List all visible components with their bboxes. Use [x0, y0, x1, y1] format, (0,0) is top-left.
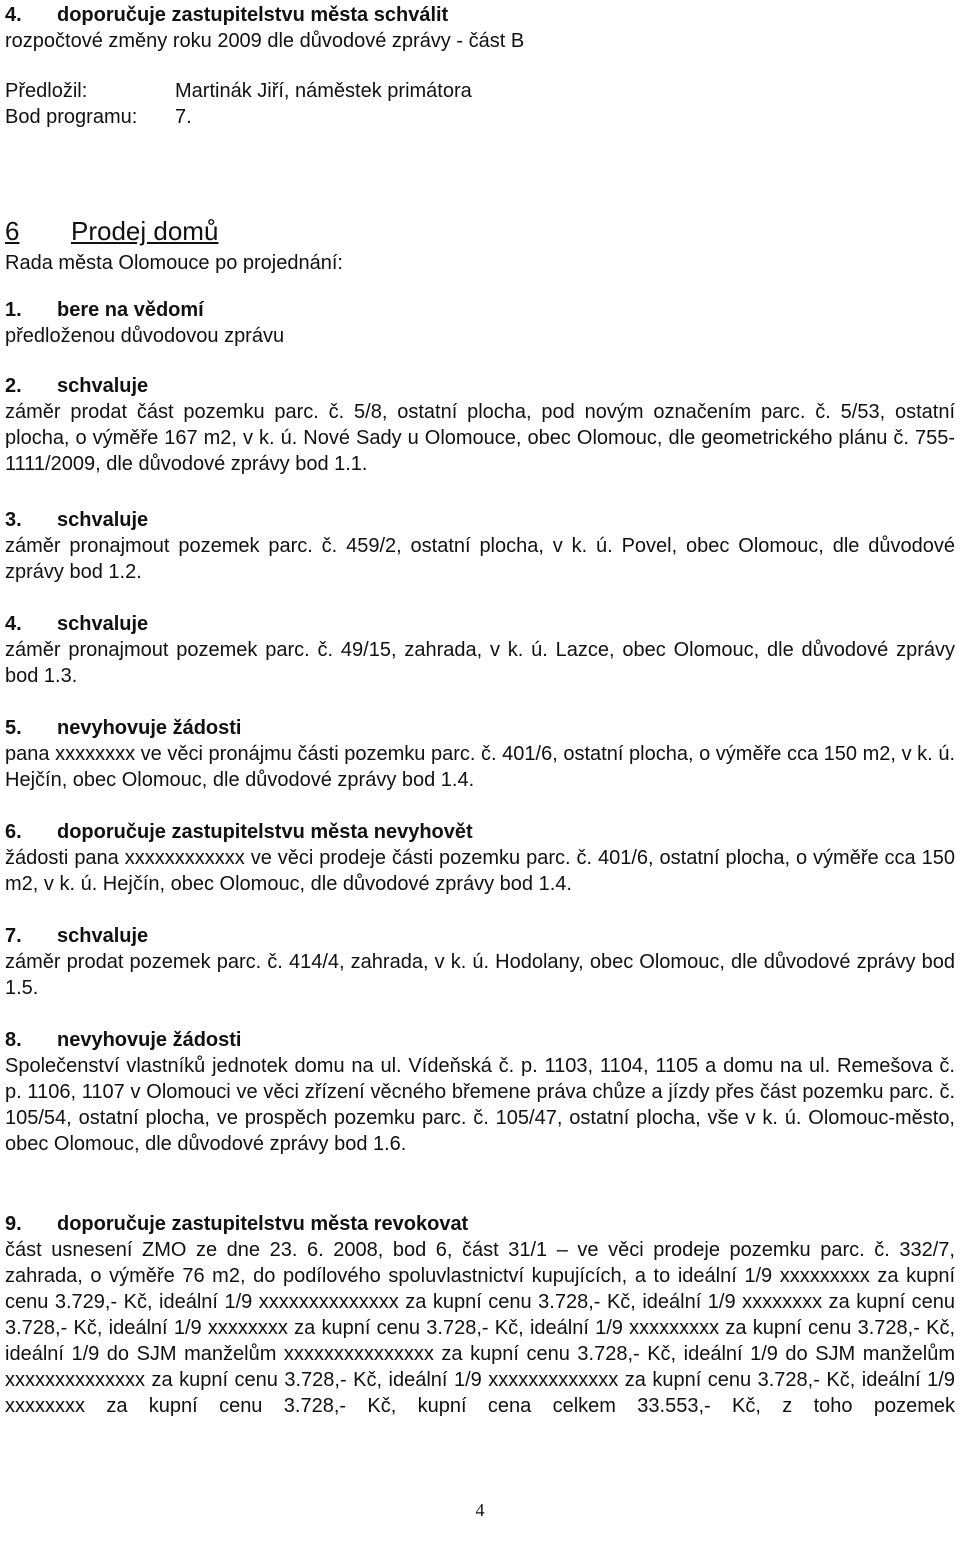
- item-number: 9.: [5, 1213, 22, 1235]
- item-verb: nevyhovuje žádosti: [57, 717, 242, 739]
- item-text: Společenství vlastníků jednotek domu na ul. Vídeňská č. p. 1103, 1104, 1105 a domu na ul. Remešova č. p. 1106, 1107 v Olomouci ve věci zřízení věcného břemene práva chůze a jízdy přes část pozemku parc. č. 105/54, ostatní plocha, ve prospěch pozemku parc. č. 105/47, ostatní plocha, vše v k. ú. Olomouc-město, obec Olomouc, dle důvodové zprávy bod 1.6.: [5, 1055, 955, 1155]
- item-verb: bere na vědomí: [57, 299, 204, 321]
- item-number: 5.: [5, 717, 22, 739]
- section-heading: Prodej domů: [71, 216, 219, 246]
- list-item: [5, 1211, 955, 1419]
- item-heading: [5, 715, 955, 741]
- list-item: [5, 715, 955, 793]
- item-text: záměr pronajmout pozemek parc. č. 49/15, zahrada, v k. ú. Lazce, obec Olomouc, dle důvodové zprávy bod 1.3.: [5, 639, 955, 687]
- item-number: 4.: [5, 613, 22, 635]
- item-text: záměr prodat pozemek parc. č. 414/4, zahrada, v k. ú. Hodolany, obec Olomouc, dle důvodové zprávy bod 1.5.: [5, 951, 955, 999]
- list-item: [5, 507, 955, 585]
- item-number: 1.: [5, 299, 22, 321]
- list-item: [5, 923, 955, 1001]
- list-item: [5, 611, 955, 689]
- header-title: doporučuje zastupitelstvu města schválit: [57, 4, 449, 26]
- item-heading: [5, 1027, 955, 1053]
- item-text: záměr prodat část pozemku parc. č. 5/8, ostatní plocha, pod novým označením parc. č. 5/53, ostatní plocha, o výměře 167 m2, v k. ú. Nové Sady u Olomouce, obec Olomouc, dle geometrického plánu č. 755-1111/2009, dle důvodové zprávy bod 1.1.: [5, 401, 955, 475]
- list-item: [5, 1027, 955, 1157]
- item-text: předloženou důvodovou zprávu: [5, 325, 285, 347]
- item-text: část usnesení ZMO ze dne 23. 6. 2008, bod 6, část 31/1 – ve věci prodeje pozemku parc. č. 332/7, zahrada, o výměře 76 m2, do podílového spoluvlastnictví kupujících, a to ideální 1/9 xxxxxxxxx za kupní cenu 3.729,- Kč, ideální 1/9 xxxxxxxxxxxxxx za kupní cenu 3.728,- Kč, ideální 1/9 xxxxxxxx za kupní cenu 3.728,- Kč, ideální 1/9 xxxxxxxx za kupní cenu 3.728,- Kč, ideální 1/9 xxxxxxxxx za kupní cenu 3.728,- Kč, ideální 1/9 do SJM manželům xxxxxxxxxxxxxxx za kupní cenu 3.728,- Kč, ideální 1/9 do SJM manželům xxxxxxxxxxxxxx za kupní cenu 3.728,- Kč, ideální 1/9 xxxxxxxxxxxxx za kupní cenu 3.728,- Kč, ideální 1/9 xxxxxxxx za kupní cenu 3.728,- Kč, kupní cena celkem 33.553,- Kč, z toho pozemek: [5, 1239, 955, 1417]
- item-heading: [5, 297, 955, 323]
- list-item: [5, 819, 955, 897]
- item-number: 3.: [5, 509, 22, 531]
- agenda-value: 7.: [175, 106, 192, 128]
- agenda-label: Bod programu:: [5, 106, 138, 128]
- submitted-value: Martinák Jiří, náměstek primátora: [175, 80, 472, 102]
- item-verb: doporučuje zastupitelstvu města nevyhovět: [57, 821, 473, 843]
- list-item: [5, 373, 955, 477]
- section-intro: Rada města Olomouce po projednání:: [5, 252, 343, 274]
- page-number: 4: [475, 1500, 485, 1520]
- submission-info: [5, 78, 955, 130]
- section-title: [5, 214, 955, 251]
- agenda-row: [5, 104, 955, 130]
- item-heading: [5, 373, 955, 399]
- submitted-label: Předložil:: [5, 80, 88, 102]
- list-item: [5, 297, 955, 349]
- item-verb: doporučuje zastupitelstvu města revokovat: [57, 1213, 469, 1235]
- item-verb: schvaluje: [57, 509, 149, 531]
- item-heading: [5, 819, 955, 845]
- item-number: 2.: [5, 375, 22, 397]
- resolution-header: [5, 2, 955, 54]
- item-text: žádosti pana xxxxxxxxxxxx ve věci prodeje části pozemku parc. č. 401/6, ostatní plocha, o výměře cca 150 m2, v k. ú. Hejčín, obec Olomouc, dle důvodové zprávy bod 1.4.: [5, 847, 955, 895]
- item-text: pana xxxxxxxx ve věci pronájmu části pozemku parc. č. 401/6, ostatní plocha, o výměře cca 150 m2, v k. ú. Hejčín, obec Olomouc, dle důvodové zprávy bod 1.4.: [5, 743, 955, 791]
- item-number: 8.: [5, 1029, 22, 1051]
- item-verb: schvaluje: [57, 925, 149, 947]
- header-line-1: [5, 2, 955, 28]
- item-heading: [5, 1211, 955, 1237]
- item-number: 6.: [5, 821, 22, 843]
- submitted-row: [5, 78, 955, 104]
- item-number: 7.: [5, 925, 22, 947]
- item-heading: [5, 923, 955, 949]
- item-text: záměr pronajmout pozemek parc. č. 459/2, ostatní plocha, v k. ú. Povel, obec Olomouc, dle důvodové zprávy bod 1.2.: [5, 535, 955, 583]
- header-number: 4.: [5, 4, 22, 26]
- header-line-2: rozpočtové změny roku 2009 dle důvodové zprávy - část B: [5, 30, 525, 52]
- item-heading: [5, 611, 955, 637]
- section-number: 6: [5, 216, 20, 246]
- item-verb: schvaluje: [57, 613, 149, 635]
- item-verb: schvaluje: [57, 375, 149, 397]
- item-heading: [5, 507, 955, 533]
- item-verb: nevyhovuje žádosti: [57, 1029, 242, 1051]
